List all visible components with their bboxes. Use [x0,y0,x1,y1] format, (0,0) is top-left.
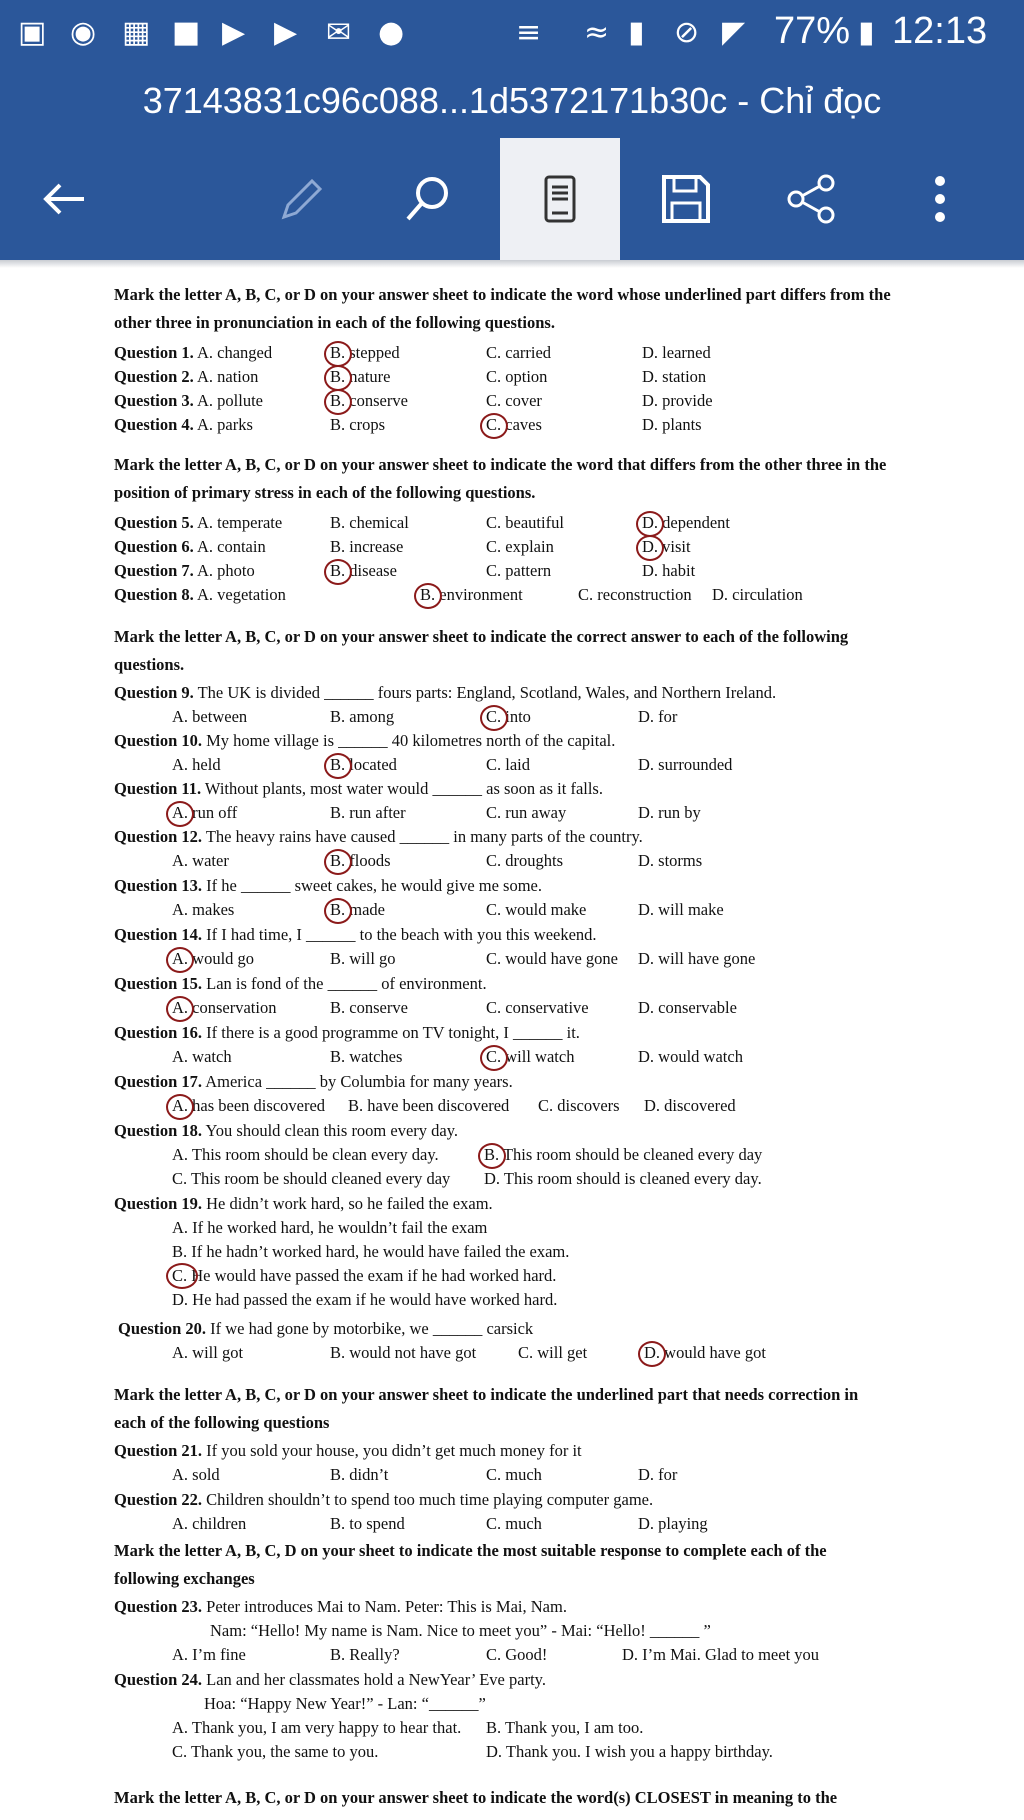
search-icon [398,169,458,229]
question-19-option-c: C. He would have passed the exam if he had worked hard. [172,1266,557,1285]
question-18-stem: Question 18. You should clean this room every day. [114,1121,459,1140]
section-heading: Mark the letter A, B, C, or D on your answer sheet to indicate the word(s) CLOSEST in meaning to the [114,1788,838,1807]
question-17-stem: Question 17. America ______ by Columbia for many years. [114,1072,513,1091]
answer-circle [166,1094,194,1120]
section-heading: other three in pronunciation in each of the following questions. [114,313,555,332]
messenger-icon: ◉ [70,15,97,50]
section-heading: Mark the letter A, B, C, or D on your answer sheet to indicate the word that differs from the other three in the [114,455,887,474]
search-button[interactable] [378,138,478,260]
signal-icon: ◤ [722,15,746,50]
answer-circle [480,705,508,731]
mail-icon: ✉ [326,15,352,50]
question-8: Question 8. A. vegetation B. environment C. reconstruction D. circulation [114,584,914,606]
more-icon [910,169,970,229]
answer-circle [478,1143,506,1169]
battery-icon: ▮ [858,15,875,50]
section-heading: following exchanges [114,1569,255,1588]
gallery-icon: ▦ [122,15,151,50]
section-heading: Mark the letter A, B, C, D on your sheet to indicate the most suitable response to complete each of the [114,1541,827,1560]
toolbar [0,138,1024,260]
reading-view-icon [530,169,590,229]
game-icon: ● [378,15,405,50]
question-19-option-b: B. If he hadn’t worked hard, he would have failed the exam. [172,1242,570,1261]
youtube-icon: ▶ [274,15,298,50]
answer-circle [324,365,352,391]
facebook-icon: ▣ [18,15,47,50]
save-button[interactable] [636,138,736,260]
question-13-stem: Question 13. If he ______ sweet cakes, he would give me some. [114,876,543,895]
answer-circle [166,996,194,1022]
answer-circle [324,559,352,585]
question-3: Question 3. A. pollute B. conserve C. cover D. provide [114,390,914,412]
vibrate-icon: ≡ [516,15,542,50]
question-15-stem: Question 15. Lan is fond of the ______ of environment. [114,974,487,993]
section-heading: each of the following questions [114,1413,330,1432]
answer-circle [324,341,352,367]
title-bar [0,66,1024,138]
question-5: Question 5. A. temperate B. chemical C. beautiful D. dependent [114,512,914,534]
question-1: Question 1. A. changed B. stepped C. carried D. learned [114,342,914,364]
answer-circle [166,801,194,827]
question-14-stem: Question 14. If I had time, I ______ to the beach with you this weekend. [114,925,597,944]
answer-circle [480,413,508,439]
question-10-stem: Question 10. My home village is ______ 40 kilometres north of the capital. [114,731,616,750]
shopping-bag-icon: ■ [172,15,201,50]
section-heading: position of primary stress in each of the following questions. [114,483,536,502]
save-icon [656,169,716,229]
question-6: Question 6. A. contain B. increase C. explain D. visit [114,536,914,558]
question-2: Question 2. A. nation B. nature C. option D. station [114,366,914,388]
edit-icon [270,169,330,229]
question-21-stem: Question 21. If you sold your house, you didn’t get much money for it [114,1441,582,1460]
answer-circle [638,1341,666,1367]
back-icon [34,169,94,229]
status-bar [0,0,1024,66]
answer-circle [480,1045,508,1071]
answer-circle [166,1263,198,1289]
answer-circle [324,849,352,875]
clock: 12:13 [892,10,988,52]
toolbar-shadow [0,260,1024,268]
more-options-button[interactable] [890,138,990,260]
answer-circle [324,389,352,415]
question-16-stem: Question 16. If there is a good programme on TV tonight, I ______ it. [114,1023,580,1042]
section-heading: Mark the letter A, B, C, or D on your answer sheet to indicate the underlined part that needs correction in [114,1385,859,1404]
question-24-stem: Question 24. Lan and her classmates hold a NewYear’ Eve party. [114,1670,546,1689]
document-title: 37143831c96c088...1d5372171b30c - Chỉ đọc [142,80,882,121]
question-19-option-a: A. If he worked hard, he wouldn’t fail the exam [172,1218,488,1237]
question-4: Question 4. A. parks B. crops C. caves D. plants [114,414,914,436]
answer-circle [636,511,664,537]
question-12-stem: Question 12. The heavy rains have caused ______ in many parts of the country. [114,827,643,846]
share-button[interactable] [762,138,862,260]
section-heading: Mark the letter A, B, C, or D on your answer sheet to indicate the word whose underlined part differs from the [114,285,891,304]
question-19-stem: Question 19. He didn’t work hard, so he failed the exam. [114,1194,493,1213]
share-icon [782,169,842,229]
section-heading: questions. [114,655,185,674]
question-7: Question 7. A. photo B. disease C. pattern D. habit [114,560,914,582]
answer-circle [324,753,352,779]
wifi-icon: ≈ [584,15,610,50]
reading-view-button[interactable] [500,138,620,260]
answer-circle [166,947,194,973]
clipboard-icon: ▮ [628,15,645,50]
question-22-stem: Question 22. Children shouldn’t to spend too much time playing computer game. [114,1490,654,1509]
answer-circle [324,898,352,924]
back-button[interactable] [14,138,114,260]
edit-button[interactable] [250,138,350,260]
do-not-disturb-icon: ⊘ [674,15,700,50]
section-heading: Mark the letter A, B, C, or D on your answer sheet to indicate the correct answer to each of the following [114,627,849,646]
question-9-stem: Question 9. The UK is divided ______ fours parts: England, Scotland, Wales, and Northern Ireland. [114,683,777,702]
question-20-stem: Question 20. If we had gone by motorbike, we ______ carsick [118,1319,534,1338]
question-19-option-d: D. He had passed the exam if he would have worked hard. [172,1290,558,1309]
question-23-stem: Question 23. Peter introduces Mai to Nam. Peter: This is Mai, Nam. [114,1597,567,1616]
battery-percent: 77% [774,10,851,52]
question-11-stem: Question 11. Without plants, most water would ______ as soon as it falls. [114,779,603,798]
youtube-icon: ▶ [222,15,246,50]
answer-circle [414,583,442,609]
answer-circle [636,535,664,561]
question-24-dialogue: Hoa: “Happy New Year!” - Lan: “______” [204,1694,486,1713]
question-23-dialogue: Nam: “Hello! My name is Nam. Nice to meet you” - Mai: “Hello! ______ ” [210,1621,711,1640]
